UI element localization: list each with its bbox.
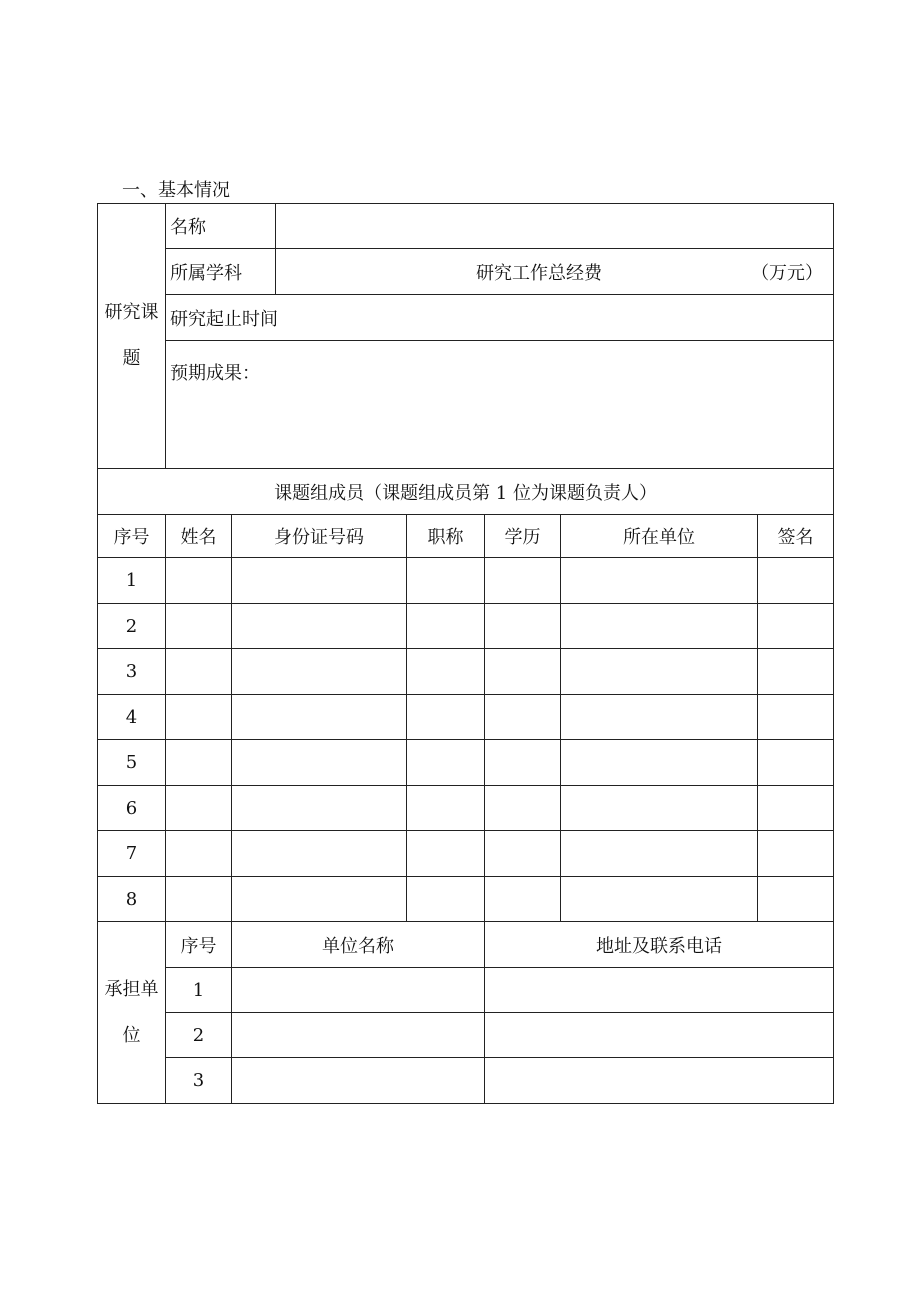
member-title-cell[interactable] xyxy=(407,649,485,695)
member-organization-cell[interactable] xyxy=(561,877,758,922)
member-signature-cell[interactable] xyxy=(758,740,834,786)
unit-row xyxy=(98,1058,834,1104)
member-signature-cell[interactable] xyxy=(758,695,834,740)
members-title: 课题组成员（课题组成员第 1 位为课题负责人） xyxy=(98,469,834,515)
funding-field[interactable] xyxy=(276,249,834,295)
member-name-cell[interactable] xyxy=(166,877,232,922)
project-group-label: 研究课 题 xyxy=(98,204,166,469)
member-id-cell[interactable] xyxy=(232,831,407,877)
member-index: 4 xyxy=(98,695,166,740)
units-header-index: 序号 xyxy=(166,922,232,968)
basic-info-table xyxy=(97,203,834,1104)
member-education-cell[interactable] xyxy=(485,877,561,922)
member-title-cell[interactable] xyxy=(407,877,485,922)
member-id-cell[interactable] xyxy=(232,604,407,649)
member-signature-cell[interactable] xyxy=(758,649,834,695)
unit-name-cell[interactable] xyxy=(232,968,485,1013)
member-id-cell[interactable] xyxy=(232,695,407,740)
member-name-cell[interactable] xyxy=(166,604,232,649)
member-id-cell[interactable] xyxy=(232,558,407,604)
header-id-number: 身份证号码 xyxy=(232,515,407,558)
header-name: 姓名 xyxy=(166,515,232,558)
units-group-label: 承担单 位 xyxy=(98,922,166,1104)
research-period-field[interactable] xyxy=(166,295,834,341)
member-education-cell[interactable] xyxy=(485,786,561,831)
expected-outcome-label: 预期成果： xyxy=(170,363,260,384)
member-name-cell[interactable] xyxy=(166,695,232,740)
units-header-name: 单位名称 xyxy=(232,922,485,968)
member-index: 6 xyxy=(98,786,166,831)
member-title-cell[interactable] xyxy=(407,558,485,604)
member-title-cell[interactable] xyxy=(407,786,485,831)
unit-contact-cell[interactable] xyxy=(485,1058,834,1104)
member-title-cell[interactable] xyxy=(407,740,485,786)
unit-name-cell[interactable] xyxy=(232,1013,485,1058)
header-title: 职称 xyxy=(407,515,485,558)
member-education-cell[interactable] xyxy=(485,695,561,740)
member-row xyxy=(98,740,834,786)
member-index: 7 xyxy=(98,831,166,877)
unit-index: 2 xyxy=(166,1013,232,1058)
header-organization: 所在单位 xyxy=(561,515,758,558)
member-name-cell[interactable] xyxy=(166,558,232,604)
member-signature-cell[interactable] xyxy=(758,786,834,831)
member-row xyxy=(98,558,834,604)
member-row xyxy=(98,695,834,740)
header-signature: 签名 xyxy=(758,515,834,558)
member-index: 1 xyxy=(98,558,166,604)
member-row xyxy=(98,831,834,877)
member-organization-cell[interactable] xyxy=(561,695,758,740)
header-education: 学历 xyxy=(485,515,561,558)
member-signature-cell[interactable] xyxy=(758,604,834,649)
member-organization-cell[interactable] xyxy=(561,558,758,604)
member-organization-cell[interactable] xyxy=(561,604,758,649)
header-index: 序号 xyxy=(98,515,166,558)
project-name-field[interactable] xyxy=(276,204,834,249)
unit-name-cell[interactable] xyxy=(232,1058,485,1104)
member-id-cell[interactable] xyxy=(232,740,407,786)
member-title-cell[interactable] xyxy=(407,831,485,877)
section-title: 一、基本情况 xyxy=(122,180,230,201)
member-organization-cell[interactable] xyxy=(561,740,758,786)
member-index: 3 xyxy=(98,649,166,695)
project-name-label: 名称 xyxy=(166,204,276,249)
member-row xyxy=(98,786,834,831)
unit-contact-cell[interactable] xyxy=(485,968,834,1013)
member-index: 2 xyxy=(98,604,166,649)
funding-unit: （万元） xyxy=(751,262,824,284)
member-organization-cell[interactable] xyxy=(561,831,758,877)
member-signature-cell[interactable] xyxy=(758,558,834,604)
unit-index: 1 xyxy=(166,968,232,1013)
subject-label: 所属学科 xyxy=(166,249,276,295)
member-name-cell[interactable] xyxy=(166,649,232,695)
member-title-cell[interactable] xyxy=(407,695,485,740)
units-header-contact: 地址及联系电话 xyxy=(485,922,834,968)
unit-row xyxy=(98,1013,834,1058)
member-education-cell[interactable] xyxy=(485,831,561,877)
member-signature-cell[interactable] xyxy=(758,877,834,922)
member-education-cell[interactable] xyxy=(485,649,561,695)
member-name-cell[interactable] xyxy=(166,786,232,831)
member-index: 5 xyxy=(98,740,166,786)
member-row xyxy=(98,604,834,649)
member-id-cell[interactable] xyxy=(232,877,407,922)
member-education-cell[interactable] xyxy=(485,604,561,649)
member-id-cell[interactable] xyxy=(232,786,407,831)
member-row xyxy=(98,649,834,695)
expected-outcome-field[interactable] xyxy=(166,341,834,469)
member-education-cell[interactable] xyxy=(485,558,561,604)
member-organization-cell[interactable] xyxy=(561,649,758,695)
member-organization-cell[interactable] xyxy=(561,786,758,831)
unit-index: 3 xyxy=(166,1058,232,1104)
member-name-cell[interactable] xyxy=(166,831,232,877)
member-education-cell[interactable] xyxy=(485,740,561,786)
member-index: 8 xyxy=(98,877,166,922)
unit-contact-cell[interactable] xyxy=(485,1013,834,1058)
member-row xyxy=(98,877,834,922)
member-signature-cell[interactable] xyxy=(758,831,834,877)
research-period-label: 研究起止时间 xyxy=(170,308,278,330)
member-name-cell[interactable] xyxy=(166,740,232,786)
funding-label: 研究工作总经费 xyxy=(476,262,602,284)
member-id-cell[interactable] xyxy=(232,649,407,695)
member-title-cell[interactable] xyxy=(407,604,485,649)
unit-row xyxy=(98,968,834,1013)
